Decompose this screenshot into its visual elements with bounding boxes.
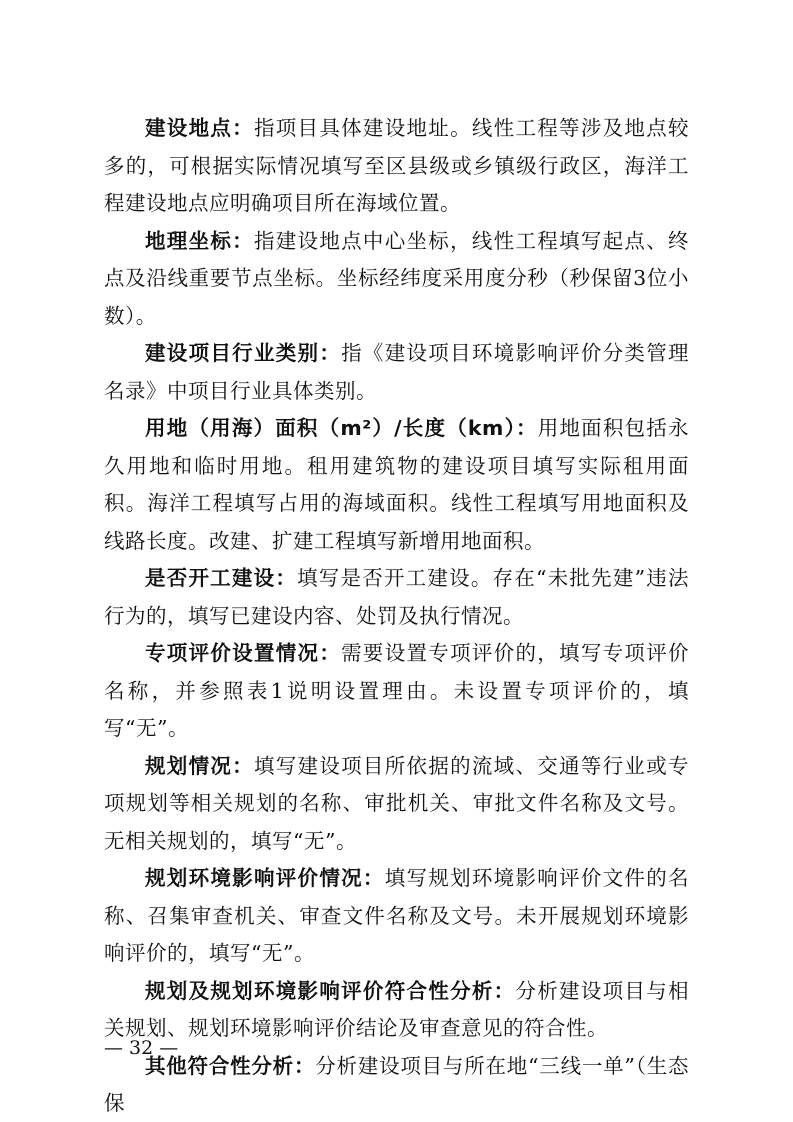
term-label: 规划及规划环境影响评价符合性分析： (145, 978, 516, 1003)
paragraph-text: 填写建设项目所依据的流域、交通等行业或专项规划等相关规划的名称、审批机关、审批文件名称及文号。无相关规划的，填写“无”。 (104, 753, 690, 853)
term-label: 建设地点： (145, 116, 254, 140)
paragraph-text: 用地面积包括永久用地和临时用地。租用建筑物的建设项目填写实际租用面积。海洋工程填写占用的海域面积。线性工程填写用地面积及线路长度。改建、扩建工程填写新增用地面积。 (104, 416, 689, 553)
paragraph-geo-coordinates (104, 223, 689, 336)
paragraph-text: 分析建设项目与相关规划、规划环境影响评价结论及审查意见的符合性。 (104, 978, 690, 1040)
paragraph-planning-eia (104, 860, 689, 973)
paragraph-text: 指《建设项目环境影响评价分类管理名录》中项目行业具体类别。 (104, 341, 689, 403)
paragraph-planning (104, 748, 689, 861)
term-label: 地理坐标： (145, 228, 254, 253)
paragraph-planning-conformity (104, 973, 689, 1048)
term-label: 规划环境影响评价情况： (145, 866, 385, 890)
paragraph-special-evaluation (104, 635, 689, 748)
paragraph-other-conformity (104, 1048, 689, 1122)
term-label: 是否开工建设： (145, 566, 298, 590)
page-number: — 32 — (104, 1037, 179, 1059)
paragraph-construction-started (104, 560, 689, 635)
paragraph-text: 指项目具体建设地址。线性工程等涉及地点较多的，可根据实际情况填写至区县级或乡镇级行政区，海洋工程建设地点应明确项目所在海域位置。 (104, 116, 690, 215)
paragraph-text: 填写规划环境影响评价文件的名称、召集审查机关、审查文件名称及文号。未开展规划环境影响评价的，填写“无”。 (104, 866, 690, 965)
paragraph-text: 指建设地点中心坐标，线性工程填写起点、终点及沿线重要节点坐标。坐标经纬度采用度分秒（秒保留3位小数）。 (104, 228, 690, 328)
term-label: 建设项目行业类别： (145, 341, 342, 365)
term-label: 规划情况： (145, 753, 254, 778)
paragraph-text: 分析建设项目与所在地“三线一单”（生态保 (104, 1053, 690, 1115)
document-body (104, 110, 689, 1122)
paragraph-construction-site (104, 110, 689, 223)
paragraph-text: 填写是否开工建设。存在“未批先建”违法行为的，填写已建设内容、处罚及执行情况。 (104, 566, 690, 628)
paragraph-land-area (104, 410, 689, 560)
paragraph-text: 需要设置专项评价的，填写专项评价名称，并参照表1说明设置理由。未设置专项评价的，填写“无”。 (104, 641, 689, 740)
paragraph-industry-category (104, 335, 689, 410)
term-label: 专项评价设置情况： (145, 641, 342, 665)
term-label: 其他符合性分析： (145, 1053, 316, 1078)
term-label: 用地（用海）面积（m²）/长度（km）： (145, 416, 538, 440)
